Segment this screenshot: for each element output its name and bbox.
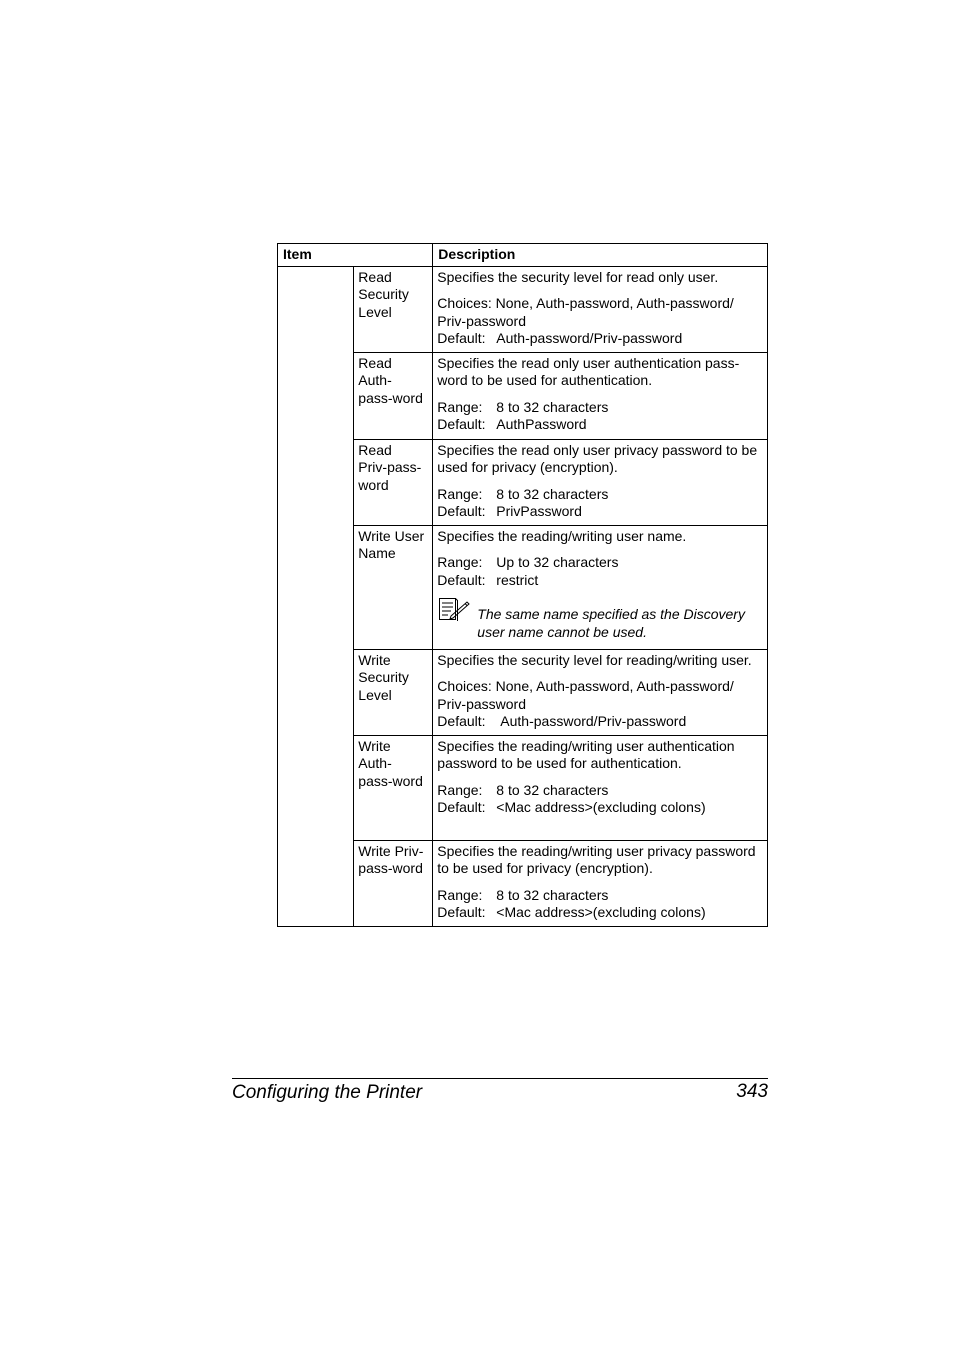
item-name: Read Auth-pass-word	[354, 352, 433, 439]
footer-rule	[232, 1078, 768, 1079]
default-value: <Mac address>(excluding colons)	[496, 799, 706, 815]
item-description	[433, 525, 768, 649]
description-text: Specifies the security level for reading/writing user.	[437, 651, 752, 668]
item-description	[433, 649, 768, 735]
default-label: Default:	[437, 713, 486, 729]
default-label: Default:	[437, 571, 486, 588]
parent-item-cell	[278, 266, 354, 926]
item-name: Write Security Level	[354, 649, 433, 735]
range-label: Range:	[437, 886, 483, 903]
default-line	[437, 572, 763, 590]
header-item: Item	[278, 244, 433, 267]
table-row	[278, 266, 768, 352]
range-label: Range:	[437, 781, 483, 798]
default-value: restrict	[496, 571, 539, 588]
range-value: 8 to 32 characters	[496, 781, 609, 798]
default-label: Default:	[437, 799, 486, 815]
default-value: <Mac address>(excluding colons)	[496, 904, 706, 920]
note-pencil-icon	[437, 597, 471, 621]
item-name: Write User Name	[354, 525, 433, 649]
item-description	[433, 266, 768, 352]
range-label: Range:	[437, 485, 483, 502]
choices-text: Choices: None, Auth-password, Auth-password/ Priv-password	[437, 295, 734, 329]
default-line	[437, 799, 763, 817]
default-line	[437, 904, 763, 922]
range-value: Up to 32 characters	[496, 554, 619, 570]
default-line	[437, 330, 763, 348]
table-header-row	[278, 244, 768, 267]
header-description: Description	[433, 244, 768, 267]
default-label: Default:	[437, 330, 486, 346]
item-description	[433, 840, 768, 926]
default-value: Auth-password/Priv-password	[500, 713, 687, 729]
default-label: Default:	[437, 904, 486, 920]
range-line	[437, 486, 763, 504]
item-name: Write Priv-pass-word	[354, 840, 433, 926]
range-line	[437, 887, 763, 905]
range-line	[437, 782, 763, 800]
description-text: Specifies the read only user privacy password to be used for privacy (encryption).	[437, 441, 758, 475]
item-name: Read Security Level	[354, 266, 433, 352]
description-text: Specifies the read only user authentication pass-word to be used for authentication.	[437, 354, 740, 388]
range-line	[437, 554, 763, 572]
description-text: Specifies the reading/writing user name.	[437, 527, 687, 544]
choices-text: Choices: None, Auth-password, Auth-password/ Priv-password	[437, 678, 734, 712]
range-value: 8 to 32 characters	[496, 886, 609, 903]
description-text: Specifies the reading/writing user authentication password to be used for authentication.	[437, 737, 735, 771]
range-line	[437, 399, 763, 417]
default-value: PrivPassword	[496, 503, 582, 519]
item-name: Read Priv-pass-word	[354, 439, 433, 525]
range-label: Range:	[437, 398, 483, 415]
page-number: 343	[736, 1081, 768, 1102]
default-line	[437, 713, 763, 731]
default-line	[437, 416, 763, 434]
note-text: The same name specified as the Discovery user name cannot be used.	[477, 606, 745, 640]
description-text: Specifies the reading/writing user privacy password to be used for privacy (encryption).	[437, 842, 756, 876]
item-description	[433, 439, 768, 525]
item-name: Write Auth-pass-word	[354, 735, 433, 840]
description-text: Specifies the security level for read only user.	[437, 268, 719, 285]
footer-title: Configuring the Printer	[232, 1082, 423, 1103]
range-value: 8 to 32 characters	[496, 485, 609, 502]
range-value: 8 to 32 characters	[496, 398, 609, 415]
default-label: Default:	[437, 503, 486, 519]
range-label: Range:	[437, 554, 483, 570]
default-line	[437, 503, 763, 521]
item-description	[433, 735, 768, 840]
default-value: Auth-password/Priv-password	[496, 330, 683, 346]
settings-table	[277, 243, 768, 927]
item-description	[433, 352, 768, 439]
default-label: Default:	[437, 416, 486, 432]
note-block	[437, 599, 763, 641]
default-value: AuthPassword	[496, 416, 587, 432]
